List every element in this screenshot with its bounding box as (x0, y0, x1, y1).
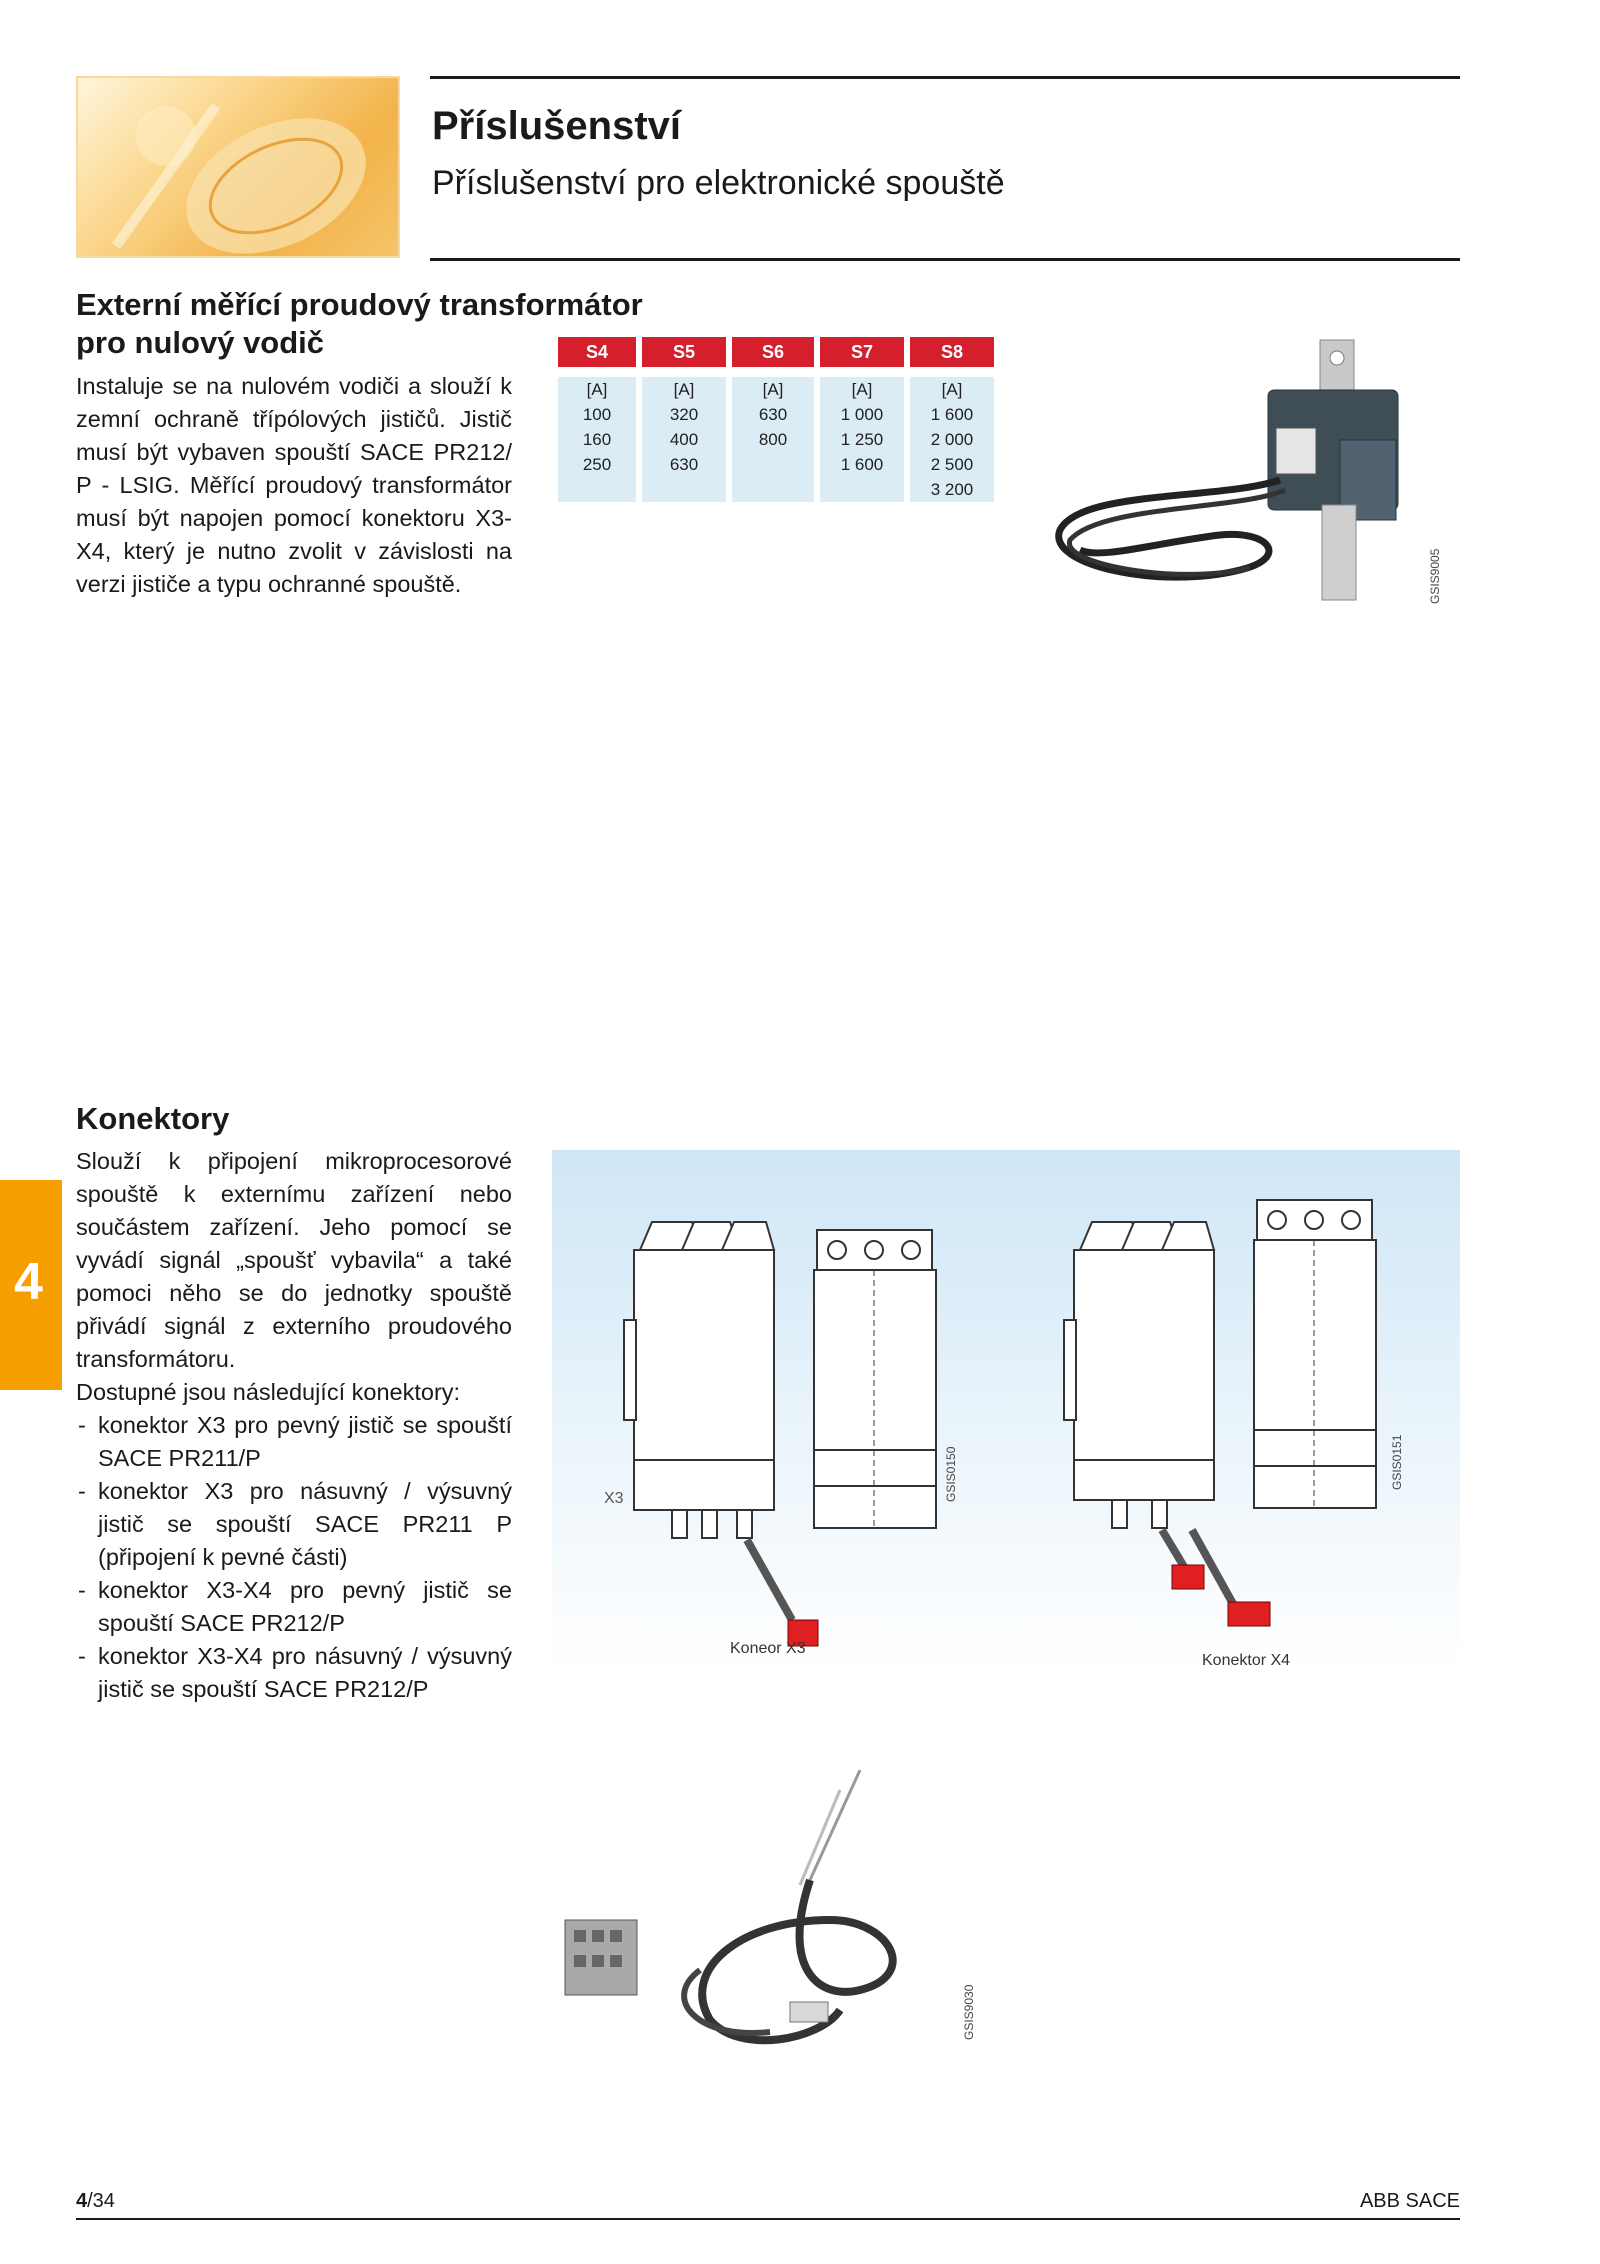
company-name: ABB SACE (1359, 2190, 1460, 2212)
page-number-rest: /34 (87, 2190, 115, 2212)
table-cell: [A] (820, 377, 904, 402)
page-subtitle: Příslušenství pro elektronické spouště (432, 164, 1005, 202)
table-header-s5: S5 (642, 337, 726, 367)
table-cell: 320 (642, 402, 726, 427)
table-cell: 1 600 (820, 452, 904, 477)
diagram-code-2: GSIS0151 (1390, 1434, 1404, 1490)
table-cell: 3 200 (910, 477, 994, 502)
x3-label: X3 (604, 1490, 624, 1507)
table-header-s6: S6 (732, 337, 814, 367)
table-cell (820, 477, 904, 502)
page-number-bold: 4 (76, 2190, 88, 2212)
list-item: - konektor X3-X4 pro násuvný / výsuvný jistič se spouští SACE PR212/P (76, 1640, 512, 1706)
table-cell: 160 (558, 427, 636, 452)
table-cell (732, 452, 814, 477)
table-cell: 630 (642, 452, 726, 477)
section1-heading-line2: pro nulový vodič (76, 325, 325, 360)
table-cell: 2 000 (910, 427, 994, 452)
table-cell (732, 477, 814, 502)
caption-x4: Konektor X4 (1202, 1652, 1291, 1669)
connector-photo (560, 1770, 1000, 2070)
chapter-number: 4 (14, 1253, 43, 1311)
table-cell: 250 (558, 452, 636, 477)
table-cell: 2 500 (910, 452, 994, 477)
table-cell: [A] (910, 377, 994, 402)
connector-list (76, 1409, 512, 1706)
table-cell (642, 477, 726, 502)
table-row (558, 377, 994, 402)
table-cell: 800 (732, 427, 814, 452)
table-cell: [A] (558, 377, 636, 402)
section2-list-intro: Dostupné jsou následující konektory: (76, 1379, 461, 1405)
page-number (76, 2190, 115, 2213)
table-header-s7: S7 (820, 337, 904, 367)
table-cell: 1 000 (820, 402, 904, 427)
section1-heading-line1: Externí měřící proudový transformátor (76, 287, 643, 322)
page-title: Příslušenství (432, 104, 682, 148)
header-bottom-rule (430, 258, 1460, 261)
table-row (558, 477, 994, 502)
section1-text: Instaluje se na nulovém vodiči a slouží k zemní ochraně třípólových jističů. Jistič musí být vybaven spouští SACE PR212/ P - LSIG. Měřící proudový transformátor musí být napojen pomocí konektoru X3-X4, který je nutno zvolit v závislosti na verzi jističe a typu ochranné spouště. (76, 373, 512, 597)
section2-heading: Konektory (76, 1101, 230, 1136)
section2-text: Slouží k připojení mikroprocesorové spouště k externímu zařízení nebo součástem zařízení. Jeho pomocí se vyvádí signál „spoušť vybavila“ a také pomoci něho se do jednotky spouště přivádí signál z externího proudového transformátoru. (76, 1148, 512, 1372)
table-row (558, 452, 994, 477)
footer-rule (76, 2218, 1460, 2220)
table-header-row (558, 337, 994, 367)
table-cell: 100 (558, 402, 636, 427)
table-cell: [A] (732, 377, 814, 402)
transformer-photo (1040, 330, 1440, 620)
caption-x3: Koneor X3 (730, 1640, 806, 1657)
chapter-tab (0, 1180, 62, 1390)
list-item: - konektor X3-X4 pro pevný jistič se spouští SACE PR212/P (76, 1574, 512, 1640)
header-decorative-image (76, 76, 400, 258)
table-header-s4: S4 (558, 337, 636, 367)
header-top-rule (430, 76, 1460, 79)
table-row (558, 427, 994, 452)
table-cell: 1 250 (820, 427, 904, 452)
connector-diagram-panel (552, 1150, 1460, 1672)
table-cell: 630 (732, 402, 814, 427)
list-item: - konektor X3 pro násuvný / výsuvný jistič se spouští SACE PR211 P (připojení k pevné části) (76, 1475, 512, 1574)
section2-body (76, 1145, 512, 1706)
photo-code: GSIS9030 (962, 1984, 976, 2040)
table-cell: [A] (642, 377, 726, 402)
table-cell (558, 477, 636, 502)
table-header-s8: S8 (910, 337, 994, 367)
current-table (552, 337, 1000, 502)
table-cell: 400 (642, 427, 726, 452)
table-cell: 1 600 (910, 402, 994, 427)
list-item: - konektor X3 pro pevný jistič se spouští SACE PR211/P (76, 1409, 512, 1475)
diagram-code-1: GSIS0150 (944, 1446, 958, 1502)
image-code: GSIS9005 (1428, 548, 1442, 604)
table-row (558, 402, 994, 427)
